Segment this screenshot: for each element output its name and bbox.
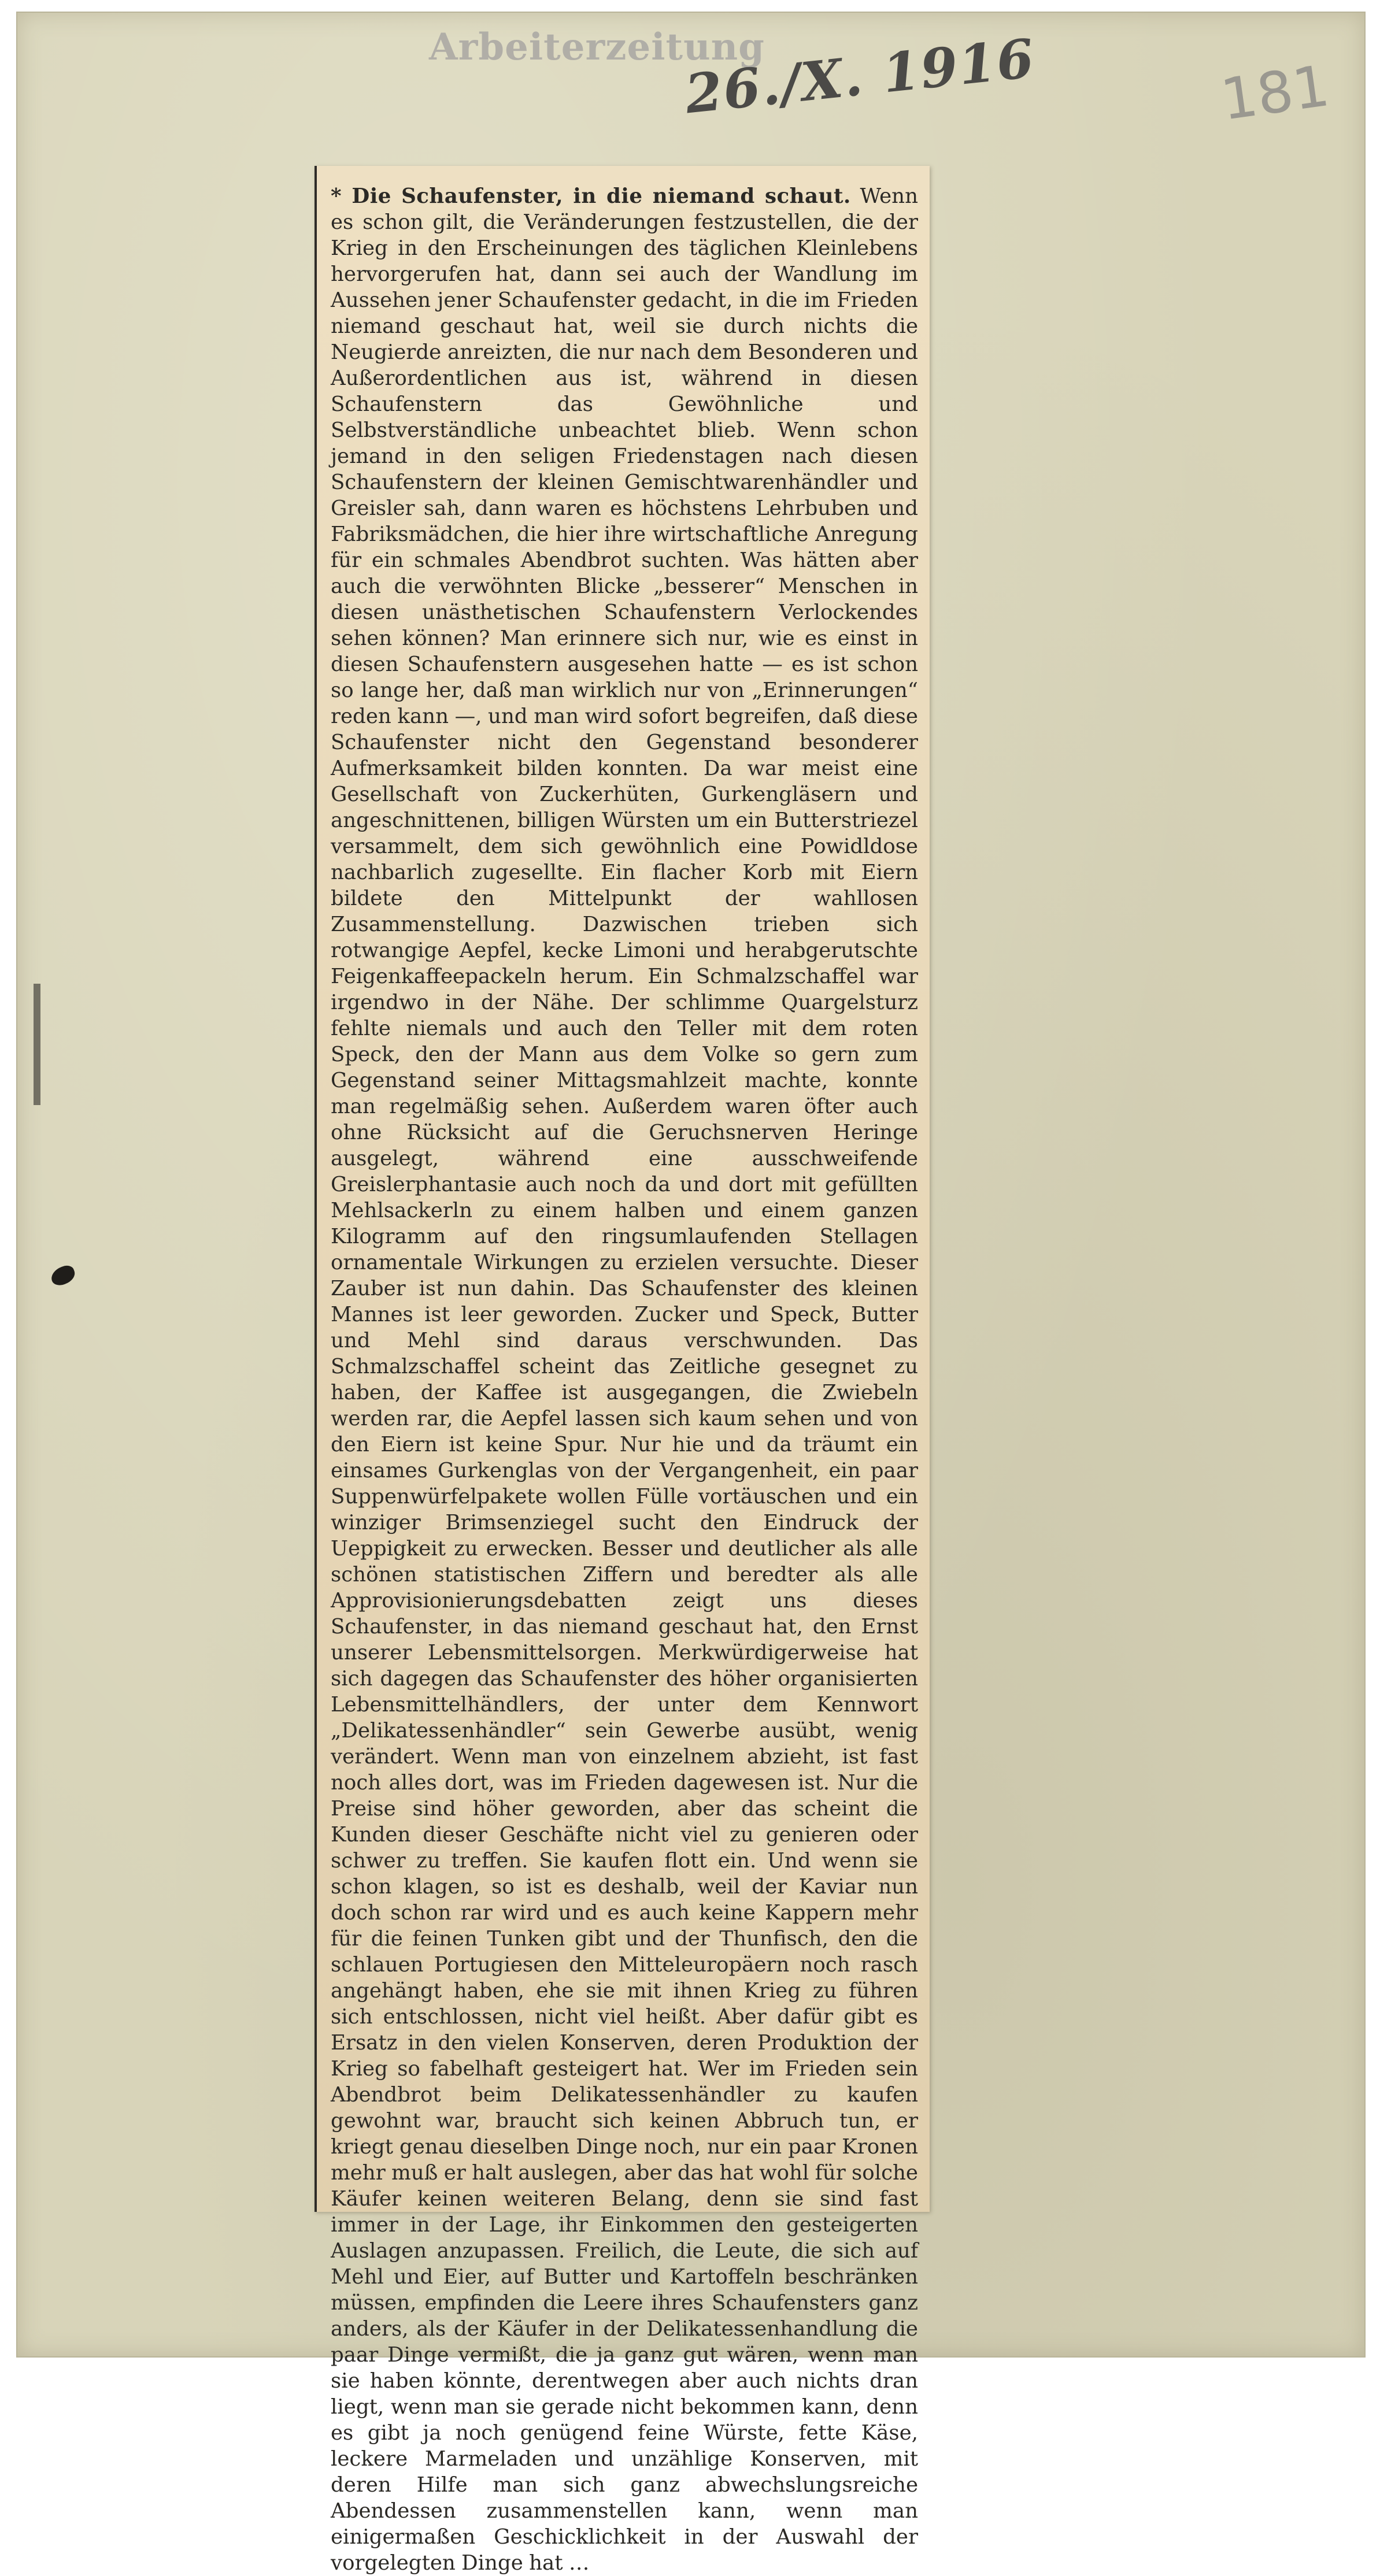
- article-body: Wenn es schon gilt, die Veränderungen festzustellen, die der Krieg in den Erscheinungen des täglichen Kleinlebens hervorgerufen hat, dann sei auch der Wandlung im Aussehen jener Schaufenster gedacht, in die im Frieden niemand geschaut hat, weil sie durch nichts die Neugierde anreizten, die nur nach dem Besonderen und Außerordentlichen aus ist, während in diesen Schaufenstern das Gewöhnliche und Selbstverständliche unbeachtet blieb. Wenn schon jemand in den seligen Friedenstagen nach diesen Schaufenstern der kleinen Gemischtwarenhändler und Greisler sah, dann waren es höchstens Lehrbuben und Fabriksmädchen, die hier ihre wirtschaftliche Anregung für ein schmales Abendbrot suchten. Was hätten aber auch die verwöhnten Blicke „besserer“ Menschen in diesen unästhetischen Schaufenstern Verlockendes sehen können? Man erinnere sich nur, wie es einst in diesen Schaufenstern ausgesehen hatte — es ist schon so lange her, daß man wirklich nur von „Erinnerungen“ reden kann —, und man wird sofort begreifen, daß diese Schaufenster nicht den Gegenstand besonderer Aufmerksamkeit bilden konnten. Da war meist eine Gesellschaft von Zuckerhüten, Gurkengläsern und angeschnittenen, billigen Würsten um ein Butterstriezel versammelt, dem sich gewöhnlich eine Powidldose nachbarlich zugesellte. Ein flacher Korb mit Eiern bildete den Mittelpunkt der wahllosen Zusammenstellung. Dazwischen trieben sich rotwangige Aepfel, kecke Limoni und herabgerutschte Feigenkaffeepackeln herum. Ein Schmalzschaffel war irgendwo in der Nähe. Der schlimme Quargelsturz fehlte niemals und auch den Teller mit dem roten Speck, den der Mann aus dem Volke so gern zum Gegenstand seiner Mittagsmahlzeit machte, konnte man regelmäßig sehen. Außerdem waren öfter auch ohne Rücksicht auf die Geruchsnerven Heringe ausgelegt, während eine ausschweifende Greislerphantasie auch noch da und dort mit gefüllten Mehlsackerln zu einem halben und einem ganzen Kilogramm auf den ringsumlaufenden Stellagen ornamentale Wirkungen zu erzielen versuchte. Dieser Zauber ist nun dahin. Das Schaufenster des kleinen Mannes ist leer geworden. Zucker und Speck, Butter und Mehl sind daraus verschwunden. Das Schmalzschaffel scheint das Zeitliche gesegnet zu haben, der Kaffee ist ausgegangen, die Zwiebeln werden rar, die Aepfel lassen sich kaum sehen und von den Eiern ist keine Spur. Nur hie und da träumt ein einsames Gurkenglas von der Vergangenheit, ein paar Suppenwürfelpakete wollen Fülle vortäuschen und ein winziger Brimsenziegel sucht den Eindruck der Ueppigkeit zu erwecken. Besser und deutlicher als alle schönen statistischen Ziffern und beredter als alle Approvisionierungsdebatten zeigt uns dieses Schaufenster, in das niemand geschaut hat, den Ernst unserer Lebensmittelsorgen. Merkwürdigerweise hat sich dagegen das Schaufenster des höher organisierten Lebensmittelhändlers, der unter dem Kennwort „Delikatessenhändler“ sein Gewerbe ausübt, wenig verändert. Wenn man von einzelnem abzieht, ist fast noch alles dort, was im Frieden dagewesen ist. Nur die Preise sind höher geworden, aber das scheint die Kunden dieser Geschäfte nicht viel zu genieren oder schwer zu treffen. Sie kaufen flott ein. Und wenn sie schon klagen, so ist es deshalb, weil der Kaviar nun doch schon rar wird und es auch keine Kappern mehr für die feinen Tunken gibt und der Thunfisch, den die schlauen Portugiesen den Mitteleuropäern noch rasch angehängt haben, ehe sie mit ihnen Krieg zu führen sich entschlossen, nicht viel heißt. Aber dafür gibt es Ersatz in den vielen Konserven, deren Produktion der Krieg so fabelhaft gesteigert hat. Wer im Frieden sein Abendbrot beim Delikatessenhändler zu kaufen gewohnt war, braucht sich keinen Abbruch tun, er kriegt genau dieselben Dinge noch, nur ein paar Kronen mehr muß er halt auslegen, aber das hat wohl für solche Käufer keinen weiteren Belang, denn sie sind fast immer in der Lage, ihr Einkommen den gesteigerten Auslagen anzupassen. Freilich, die Leute, die sich auf Mehl und Eier, auf Butter und Kartoffeln beschränken müssen, empfinden die Leere ihres Schaufensters ganz anders, als der Käufer in der Delikatessenhandlung die paar Dinge vermißt, die ja ganz gut wären, wenn man sie haben könnte, derentwegen aber auch nichts dran liegt, wenn man sie gerade nicht bekommen kann, denn es gibt ja noch genügend feine Würste, fette Käse, leckere Marmeladen und unzählige Konserven, mit deren Hilfe man sich ganz abwechslungsreiche Abendessen zusammenstellen kann, wenn man einigermaßen Geschicklichkeit in der Auswahl der vorgelegten Dinge hat …: [331, 184, 918, 2575]
- newspaper-clipping: [315, 166, 930, 2575]
- sheet-edge-shadow: [34, 984, 40, 1105]
- archive-number: 181: [1217, 53, 1334, 134]
- article-title: * Die Schaufenster, in die niemand schaut.: [331, 184, 851, 208]
- newspaper-stamp: Arbeiterzeitung: [429, 25, 765, 69]
- archive-sheet: [16, 12, 1366, 2575]
- handwritten-date: 26./X. 1916: [682, 27, 1038, 126]
- ink-blot: [49, 1263, 77, 1288]
- article-text: [331, 183, 918, 2576]
